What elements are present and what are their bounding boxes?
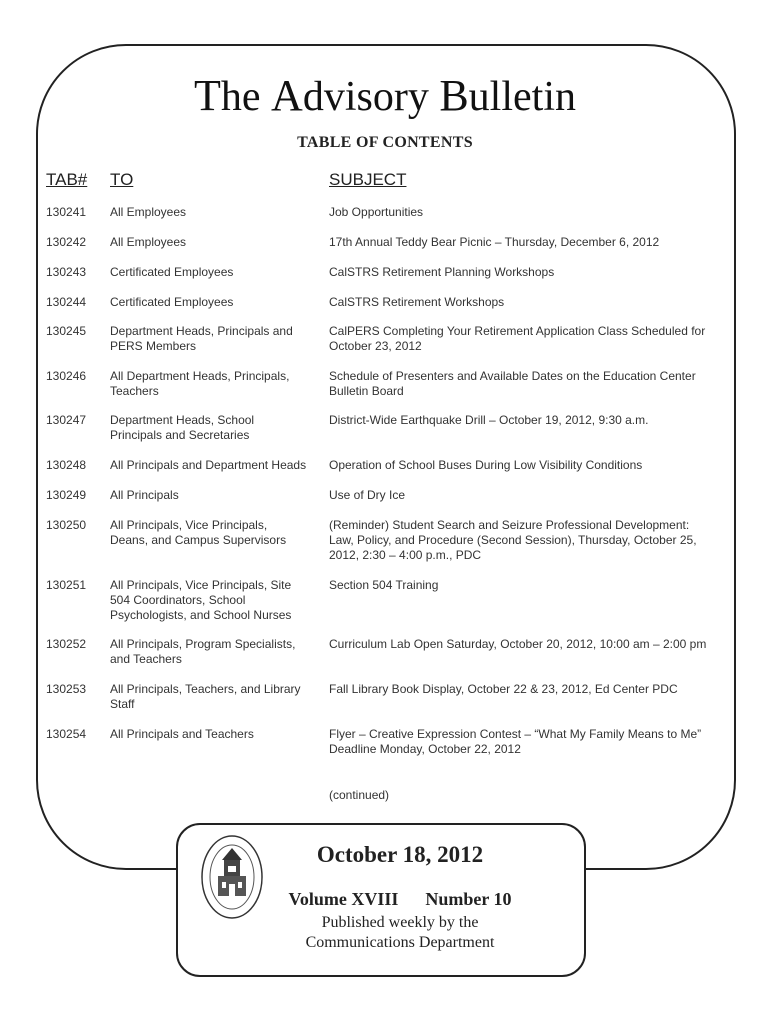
toc-tab-cell xyxy=(46,637,106,652)
toc-to-line: All Principals, Vice Principals, xyxy=(110,518,268,532)
toc-to-cell xyxy=(110,235,325,250)
toc-to-cell xyxy=(110,413,325,443)
toc-subject-cell xyxy=(329,369,739,399)
toc-tab-cell xyxy=(46,518,106,533)
toc-tab-cell xyxy=(46,727,106,742)
toc-subject-line: October 23, 2012 xyxy=(329,339,422,353)
toc-to-cell xyxy=(110,637,325,667)
toc-tab-cell xyxy=(46,413,106,428)
toc-to-line: All Principals, Program Specialists, xyxy=(110,637,296,651)
toc-subject-line: Deadline Monday, October 22, 2012 xyxy=(329,742,521,756)
toc-subject-line: Job Opportunities xyxy=(329,205,424,219)
toc-tab-line: 130245 xyxy=(46,324,87,338)
toc-subject-cell xyxy=(329,205,739,220)
toc-to-line: Department Heads, School xyxy=(110,413,255,427)
toc-to-line: Certificated Employees xyxy=(110,295,234,309)
toc-tab-line: 130246 xyxy=(46,369,87,383)
toc-to-line: and Teachers xyxy=(110,652,182,666)
toc-tab-line: 130253 xyxy=(46,682,87,696)
toc-subject-cell xyxy=(329,413,739,428)
toc-tab-line: 130249 xyxy=(46,488,87,502)
toc-to-line: All Principals xyxy=(110,488,179,502)
toc-tab-line: 130242 xyxy=(46,235,87,249)
toc-subject-line: CalSTRS Retirement Workshops xyxy=(329,295,505,309)
toc-tab-cell xyxy=(46,369,106,384)
toc-tab-cell xyxy=(46,578,106,593)
toc-to-cell xyxy=(110,295,325,310)
toc-subject-line: Bulletin Board xyxy=(329,384,404,398)
publisher-line-1: Published weekly by the xyxy=(321,914,479,931)
toc-to-line: PERS Members xyxy=(110,339,197,353)
toc-to-cell xyxy=(110,265,325,280)
toc-to-line: All Employees xyxy=(110,235,187,249)
toc-to-cell xyxy=(110,205,325,220)
toc-subject-line: Use of Dry Ice xyxy=(329,488,406,502)
toc-tab-cell xyxy=(46,488,106,503)
toc-subject-line: Fall Library Book Display, October 22 & 23, 2012, Ed Center PDC xyxy=(329,682,678,696)
toc-subject-cell xyxy=(329,578,739,593)
toc-subject-line: Flyer – Creative Expression Contest – “What My Family Means to Me” xyxy=(329,727,702,741)
toc-to-cell xyxy=(110,518,325,548)
toc-tab-line: 130241 xyxy=(46,205,87,219)
toc-subject-cell xyxy=(329,324,739,354)
toc-subject-cell xyxy=(329,518,739,563)
toc-subject-cell xyxy=(329,637,739,652)
toc-to-line: Teachers xyxy=(110,384,159,398)
toc-subject-line: Operation of School Buses During Low Visibility Conditions xyxy=(329,458,643,472)
toc-tab-cell xyxy=(46,205,106,220)
toc-tab-cell xyxy=(46,458,106,473)
toc-heading: TABLE OF CONTENTS xyxy=(297,134,473,151)
toc-to-line: 504 Coordinators, School xyxy=(110,593,246,607)
continued-note: (continued) xyxy=(329,788,390,802)
publisher-note xyxy=(250,913,550,953)
toc-subject-line: Schedule of Presenters and Available Dates on the Education Center xyxy=(329,369,696,383)
toc-to-line: Deans, and Campus Supervisors xyxy=(110,533,287,547)
toc-to-cell xyxy=(110,324,325,354)
toc-tab-line: 130247 xyxy=(46,413,87,427)
toc-subject-line: District-Wide Earthquake Drill – October 19, 2012, 9:30 a.m. xyxy=(329,413,649,427)
toc-to-cell xyxy=(110,369,325,399)
toc-to-line: Certificated Employees xyxy=(110,265,234,279)
toc-to-line: All Principals, Vice Principals, Site xyxy=(110,578,292,592)
toc-tab-cell xyxy=(46,682,106,697)
toc-subject-line: 2012, 2:30 – 4:00 p.m., PDC xyxy=(329,548,482,562)
toc-tab-cell xyxy=(46,295,106,310)
toc-tab-line: 130251 xyxy=(46,578,87,592)
toc-to-cell xyxy=(110,488,325,503)
toc-to-cell xyxy=(110,727,325,742)
toc-to-line: Staff xyxy=(110,697,135,711)
toc-tab-cell xyxy=(46,265,106,280)
publisher-line-2: Communications Department xyxy=(305,934,495,951)
toc-tab-line: 130250 xyxy=(46,518,87,532)
column-header-subject: SUBJECT xyxy=(329,170,407,189)
toc-subject-line: CalPERS Completing Your Retirement Application Class Scheduled for xyxy=(329,324,706,338)
column-header-to: TO xyxy=(110,170,134,189)
toc-to-line: All Department Heads, Principals, xyxy=(110,369,290,383)
toc-to-line: All Principals and Teachers xyxy=(110,727,254,741)
masthead-title: The Advisory Bulletin xyxy=(193,71,576,120)
toc-subject-cell xyxy=(329,458,739,473)
toc-tab-line: 130243 xyxy=(46,265,87,279)
toc-tab-line: 130254 xyxy=(46,727,87,741)
toc-subject-line: 17th Annual Teddy Bear Picnic – Thursday, December 6, 2012 xyxy=(329,235,660,249)
toc-tab-cell xyxy=(46,235,106,250)
toc-to-line: Principals and Secretaries xyxy=(110,428,250,442)
toc-subject-cell xyxy=(329,265,739,280)
toc-subject-line: Law, Policy, and Procedure (Second Session), Thursday, October 25, xyxy=(329,533,697,547)
issue-volume-number: Volume XVIII Number 10 xyxy=(288,889,512,909)
toc-subject-line: (Reminder) Student Search and Seizure Professional Development: xyxy=(329,518,690,532)
toc-subject-line: Section 504 Training xyxy=(329,578,439,592)
toc-tab-line: 130244 xyxy=(46,295,87,309)
toc-tab-line: 130252 xyxy=(46,637,87,651)
toc-subject-line: CalSTRS Retirement Planning Workshops xyxy=(329,265,555,279)
toc-tab-cell xyxy=(46,324,106,339)
toc-to-cell xyxy=(110,578,325,623)
toc-subject-cell xyxy=(329,295,739,310)
toc-to-cell xyxy=(110,458,325,473)
toc-to-line: All Principals, Teachers, and Library xyxy=(110,682,301,696)
toc-subject-cell xyxy=(329,727,739,757)
toc-to-line: Psychologists, and School Nurses xyxy=(110,608,292,622)
column-header-tab: TAB# xyxy=(46,170,88,189)
toc-to-line: All Employees xyxy=(110,205,187,219)
toc-subject-cell xyxy=(329,235,739,250)
issue-date: October 18, 2012 xyxy=(316,842,484,867)
toc-subject-line: Curriculum Lab Open Saturday, October 20, 2012, 10:00 am – 2:00 pm xyxy=(329,637,707,651)
toc-subject-cell xyxy=(329,488,739,503)
toc-tab-line: 130248 xyxy=(46,458,87,472)
toc-subject-cell xyxy=(329,682,739,697)
toc-to-line: Department Heads, Principals and xyxy=(110,324,293,338)
toc-to-line: All Principals and Department Heads xyxy=(110,458,307,472)
toc-to-cell xyxy=(110,682,325,712)
